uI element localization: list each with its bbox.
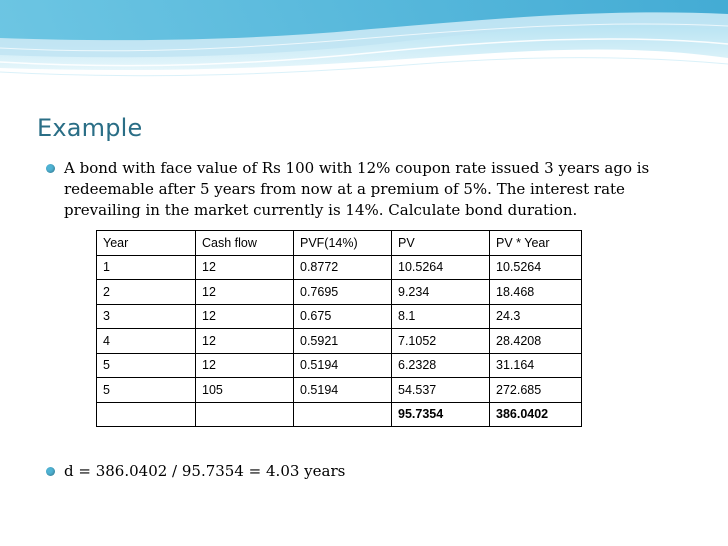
table-cell: 0.7695 (294, 280, 392, 305)
table-row (97, 304, 582, 329)
bullet-text: d = 386.0402 / 95.7354 = 4.03 years (64, 462, 346, 480)
bullet-duration-result (46, 461, 686, 482)
table-cell: 2 (97, 280, 196, 305)
table-cell: 10.5264 (392, 255, 490, 280)
table-cell: 0.5921 (294, 329, 392, 354)
table-cell: 0.5194 (294, 353, 392, 378)
table-cell: 272.685 (490, 378, 582, 403)
bullet-text: A bond with face value of Rs 100 with 12% coupon rate issued 3 years ago is redeemable after 5 years from now at a premium of 5%. The interest rate prevailing in the market currently is 14%. Calculate bond duration. (64, 159, 650, 219)
table-cell: 24.3 (490, 304, 582, 329)
table-cell: 12 (196, 280, 294, 305)
bullet-problem-statement (46, 158, 686, 221)
table-cell: 5 (97, 378, 196, 403)
table-cell: 7.1052 (392, 329, 490, 354)
table-cell: 4 (97, 329, 196, 354)
table-cell: 54.537 (392, 378, 490, 403)
bullet-dot-icon (46, 467, 55, 476)
table-cell: 12 (196, 353, 294, 378)
bullet-dot-icon (46, 164, 55, 173)
table-cell: 12 (196, 255, 294, 280)
table-cell: 3 (97, 304, 196, 329)
table-row (97, 378, 582, 403)
table-cell: 5 (97, 353, 196, 378)
table-row (97, 353, 582, 378)
header-cell: PV * Year (490, 231, 582, 256)
table-cell: 6.2328 (392, 353, 490, 378)
table-cell (294, 402, 392, 427)
table-cell: 10.5264 (490, 255, 582, 280)
table-header-row (97, 231, 582, 256)
table-cell (97, 402, 196, 427)
total-pv-year-cell: 386.0402 (490, 402, 582, 427)
table-row (97, 329, 582, 354)
table-cell: 105 (196, 378, 294, 403)
header-cell: PV (392, 231, 490, 256)
header-cell: Cash flow (196, 231, 294, 256)
table-cell: 12 (196, 304, 294, 329)
table-cell: 28.4208 (490, 329, 582, 354)
total-pv-cell: 95.7354 (392, 402, 490, 427)
header-cell: Year (97, 231, 196, 256)
table-cell: 8.1 (392, 304, 490, 329)
table-cell: 1 (97, 255, 196, 280)
table-cell: 12 (196, 329, 294, 354)
table-cell: 0.8772 (294, 255, 392, 280)
table-cell (196, 402, 294, 427)
slide-title: Example (37, 114, 143, 142)
table-cell: 18.468 (490, 280, 582, 305)
header-wave-decoration (0, 0, 728, 95)
header-cell: PVF(14%) (294, 231, 392, 256)
table-cell: 31.164 (490, 353, 582, 378)
table-row (97, 280, 582, 305)
table-cell: 0.675 (294, 304, 392, 329)
bond-duration-table (96, 230, 582, 427)
table-cell: 9.234 (392, 280, 490, 305)
table-row (97, 255, 582, 280)
table-totals-row (97, 402, 582, 427)
table-cell: 0.5194 (294, 378, 392, 403)
